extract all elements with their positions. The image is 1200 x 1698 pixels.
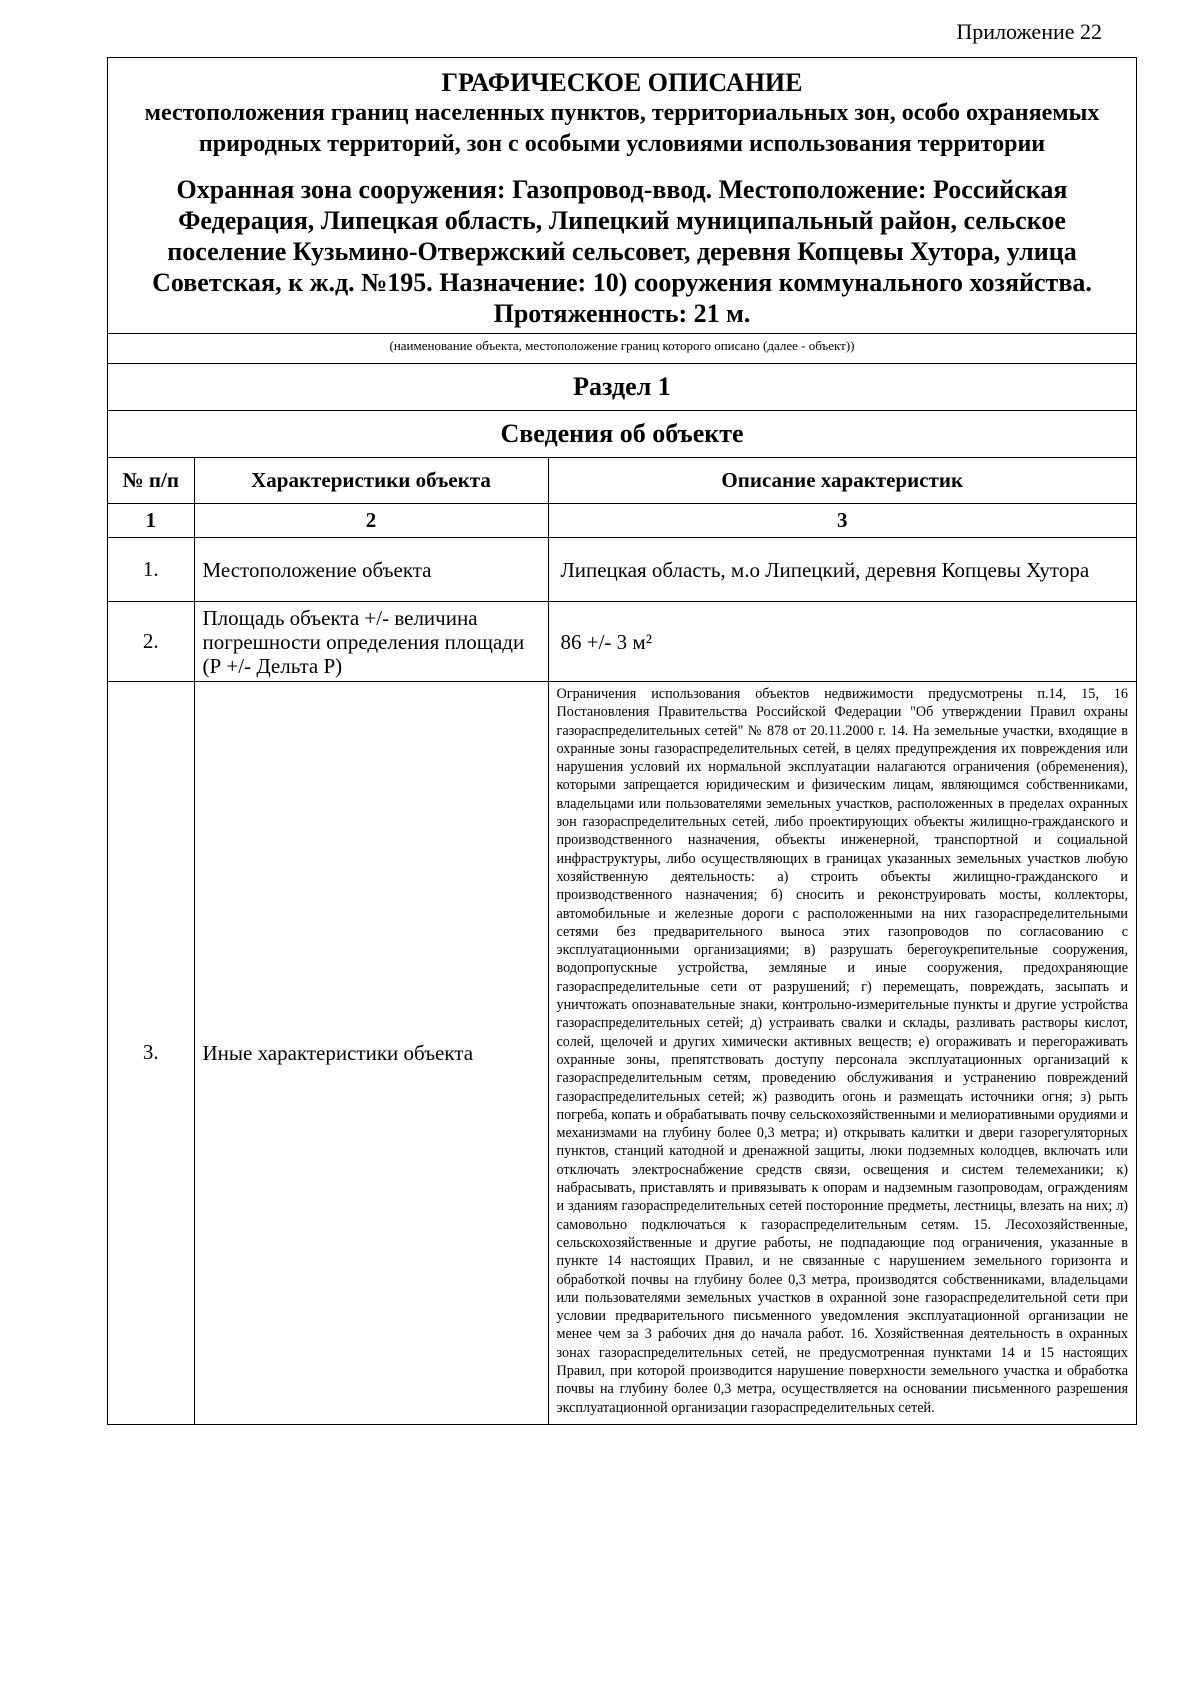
appendix-label: Приложение 22 bbox=[956, 19, 1102, 44]
object-caption: (наименование объекта, местоположение границ которого описано (далее - объект)) bbox=[108, 333, 1136, 363]
document-subtitle: местоположения границ населенных пунктов, территориальных зон, особо охраняемых природных территорий, зон с особыми условиями использования территории bbox=[144, 100, 1100, 157]
row-characteristic: Иные характеристики объекта bbox=[194, 682, 548, 1424]
table-row bbox=[108, 682, 1136, 1424]
row-description: 86 +/- 3 м² bbox=[548, 602, 1136, 682]
row-description: Липецкая область, м.о Липецкий, деревня Копцевы Хутора bbox=[548, 538, 1136, 602]
row-number: 3. bbox=[108, 682, 194, 1424]
section-subtitle: Сведения об объекте bbox=[108, 410, 1136, 457]
table-row bbox=[108, 602, 1136, 682]
object-info-table bbox=[108, 457, 1136, 1424]
document-sheet bbox=[107, 57, 1137, 1425]
column-number: 2 bbox=[194, 504, 548, 538]
column-number: 1 bbox=[108, 504, 194, 538]
header-block bbox=[108, 58, 1136, 333]
header-description: Описание характеристик bbox=[548, 458, 1136, 504]
row-number: 1. bbox=[108, 538, 194, 602]
column-number-row bbox=[108, 504, 1136, 538]
column-number: 3 bbox=[548, 504, 1136, 538]
header-characteristic: Характеристики объекта bbox=[194, 458, 548, 504]
row-characteristic: Площадь объекта +/- величина погрешности определения площади (Р +/- Дельта Р) bbox=[194, 602, 548, 682]
table-header-row bbox=[108, 458, 1136, 504]
table-row bbox=[108, 538, 1136, 602]
row-characteristic: Местоположение объекта bbox=[194, 538, 548, 602]
row-description: Ограничения использования объектов недвижимости предусмотрены п.14, 15, 16 Постановления Правительства Российской Федерации "Об утверждении Правил охраны газораспределительных сетей" № 878 от 20.11.2000 г. 14. На земельные участки, входящие в охранные зоны газораспределительных сетей, в целях предупреждения их повреждения или нарушения условий их нормальной эксплуатации налагаются ограничения (обременения), которыми запрещается юридическим и физическим лицам, являющимся собственниками, владельцами или пользователями земельных участков, расположенных в пределах охранных зон газораспределительных сетей, либо проектирующих объекты жилищно-гражданского и производственного назначения, объекты инженерной, транспортной и социальной инфраструктуры, либо осуществляющих в границах указанных земельных участков любую хозяйственную деятельность: а) строить объекты жилищно-гражданского и производственного назначения; б) сносить и реконструировать мосты, коллекторы, автомобильные и железные дороги с расположенными на них газораспределительными сетями без предварительного выноса этих газопроводов по согласованию с эксплуатационными организациями; в) разрушать берегоукрепительные сооружения, водопропускные устройства, земляные и иные сооружения, предохраняющие газораспределительные сети от разрушений; г) перемещать, повреждать, засыпать и уничтожать опознавательные знаки, контрольно-измерительные пункты и другие устройства газораспределительных сетей; д) устраивать свалки и склады, разливать растворы кислот, солей, щелочей и других химически активных веществ; е) огораживать и перегораживать охранные зоны, препятствовать доступу персонала эксплуатационных организаций к газораспределительным сетям, проведению обслуживания и устранению повреждений газораспределительных сетей; ж) разводить огонь и размещать источники огня; з) рыть погреба, копать и обрабатывать почву сельскохозяйственными и мелиоративными орудиями и механизмами на глубину более 0,3 метра; и) открывать калитки и двери газорегуляторных пунктов, станций катодной и дренажной защиты, люки подземных колодцев, включать или отключать электроснабжение средств связи, освещения и систем телемеханики; к) набрасывать, приставлять и привязывать к опорам и надземным газопроводам, ограждениям и зданиям газораспределительных сетей посторонние предметы, лестницы, влезать на них; л) самовольно подключаться к газораспределительным сетям. 15. Лесохозяйственные, сельскохозяйственные и другие работы, не подпадающие под ограничения, указанные в пункте 14 настоящих Правил, и не связанные с нарушением земельного горизонта и обработкой почвы на глубину более 0,3 метра, производятся собственниками, владельцами или пользователями земельных участков в охранной зоне газораспределительной сети при условии предварительного письменного уведомления эксплуатационной организации не менее чем за 3 рабочих дня до начала работ. 16. Хозяйственная деятельность в охранных зонах газораспределительных сетей, не предусмотренная пунктами 14 и 15 настоящих Правил, при которой производится нарушение поверхности земельного участка и обработка почвы на глубину более 0,3 метра, осуществляется на основании письменного разрешения эксплуатационной организации газораспределительных сетей. bbox=[548, 682, 1136, 1424]
row-number: 2. bbox=[108, 602, 194, 682]
section-title: Раздел 1 bbox=[108, 363, 1136, 410]
document-title: ГРАФИЧЕСКОЕ ОПИСАНИЕ bbox=[441, 68, 803, 97]
header-num: № п/п bbox=[108, 458, 194, 504]
object-name: Охранная зона сооружения: Газопровод-ввод. Местоположение: Российская Федерация, Липецкая область, Липецкий муниципальный район, сельское поселение Кузьмино-Отвержский сельсовет, деревня Копцевы Хутора, улица Советская, к ж.д. №195. Назначение: 10) сооружения коммунального хозяйства. Протяженность: 21 м. bbox=[152, 175, 1092, 328]
